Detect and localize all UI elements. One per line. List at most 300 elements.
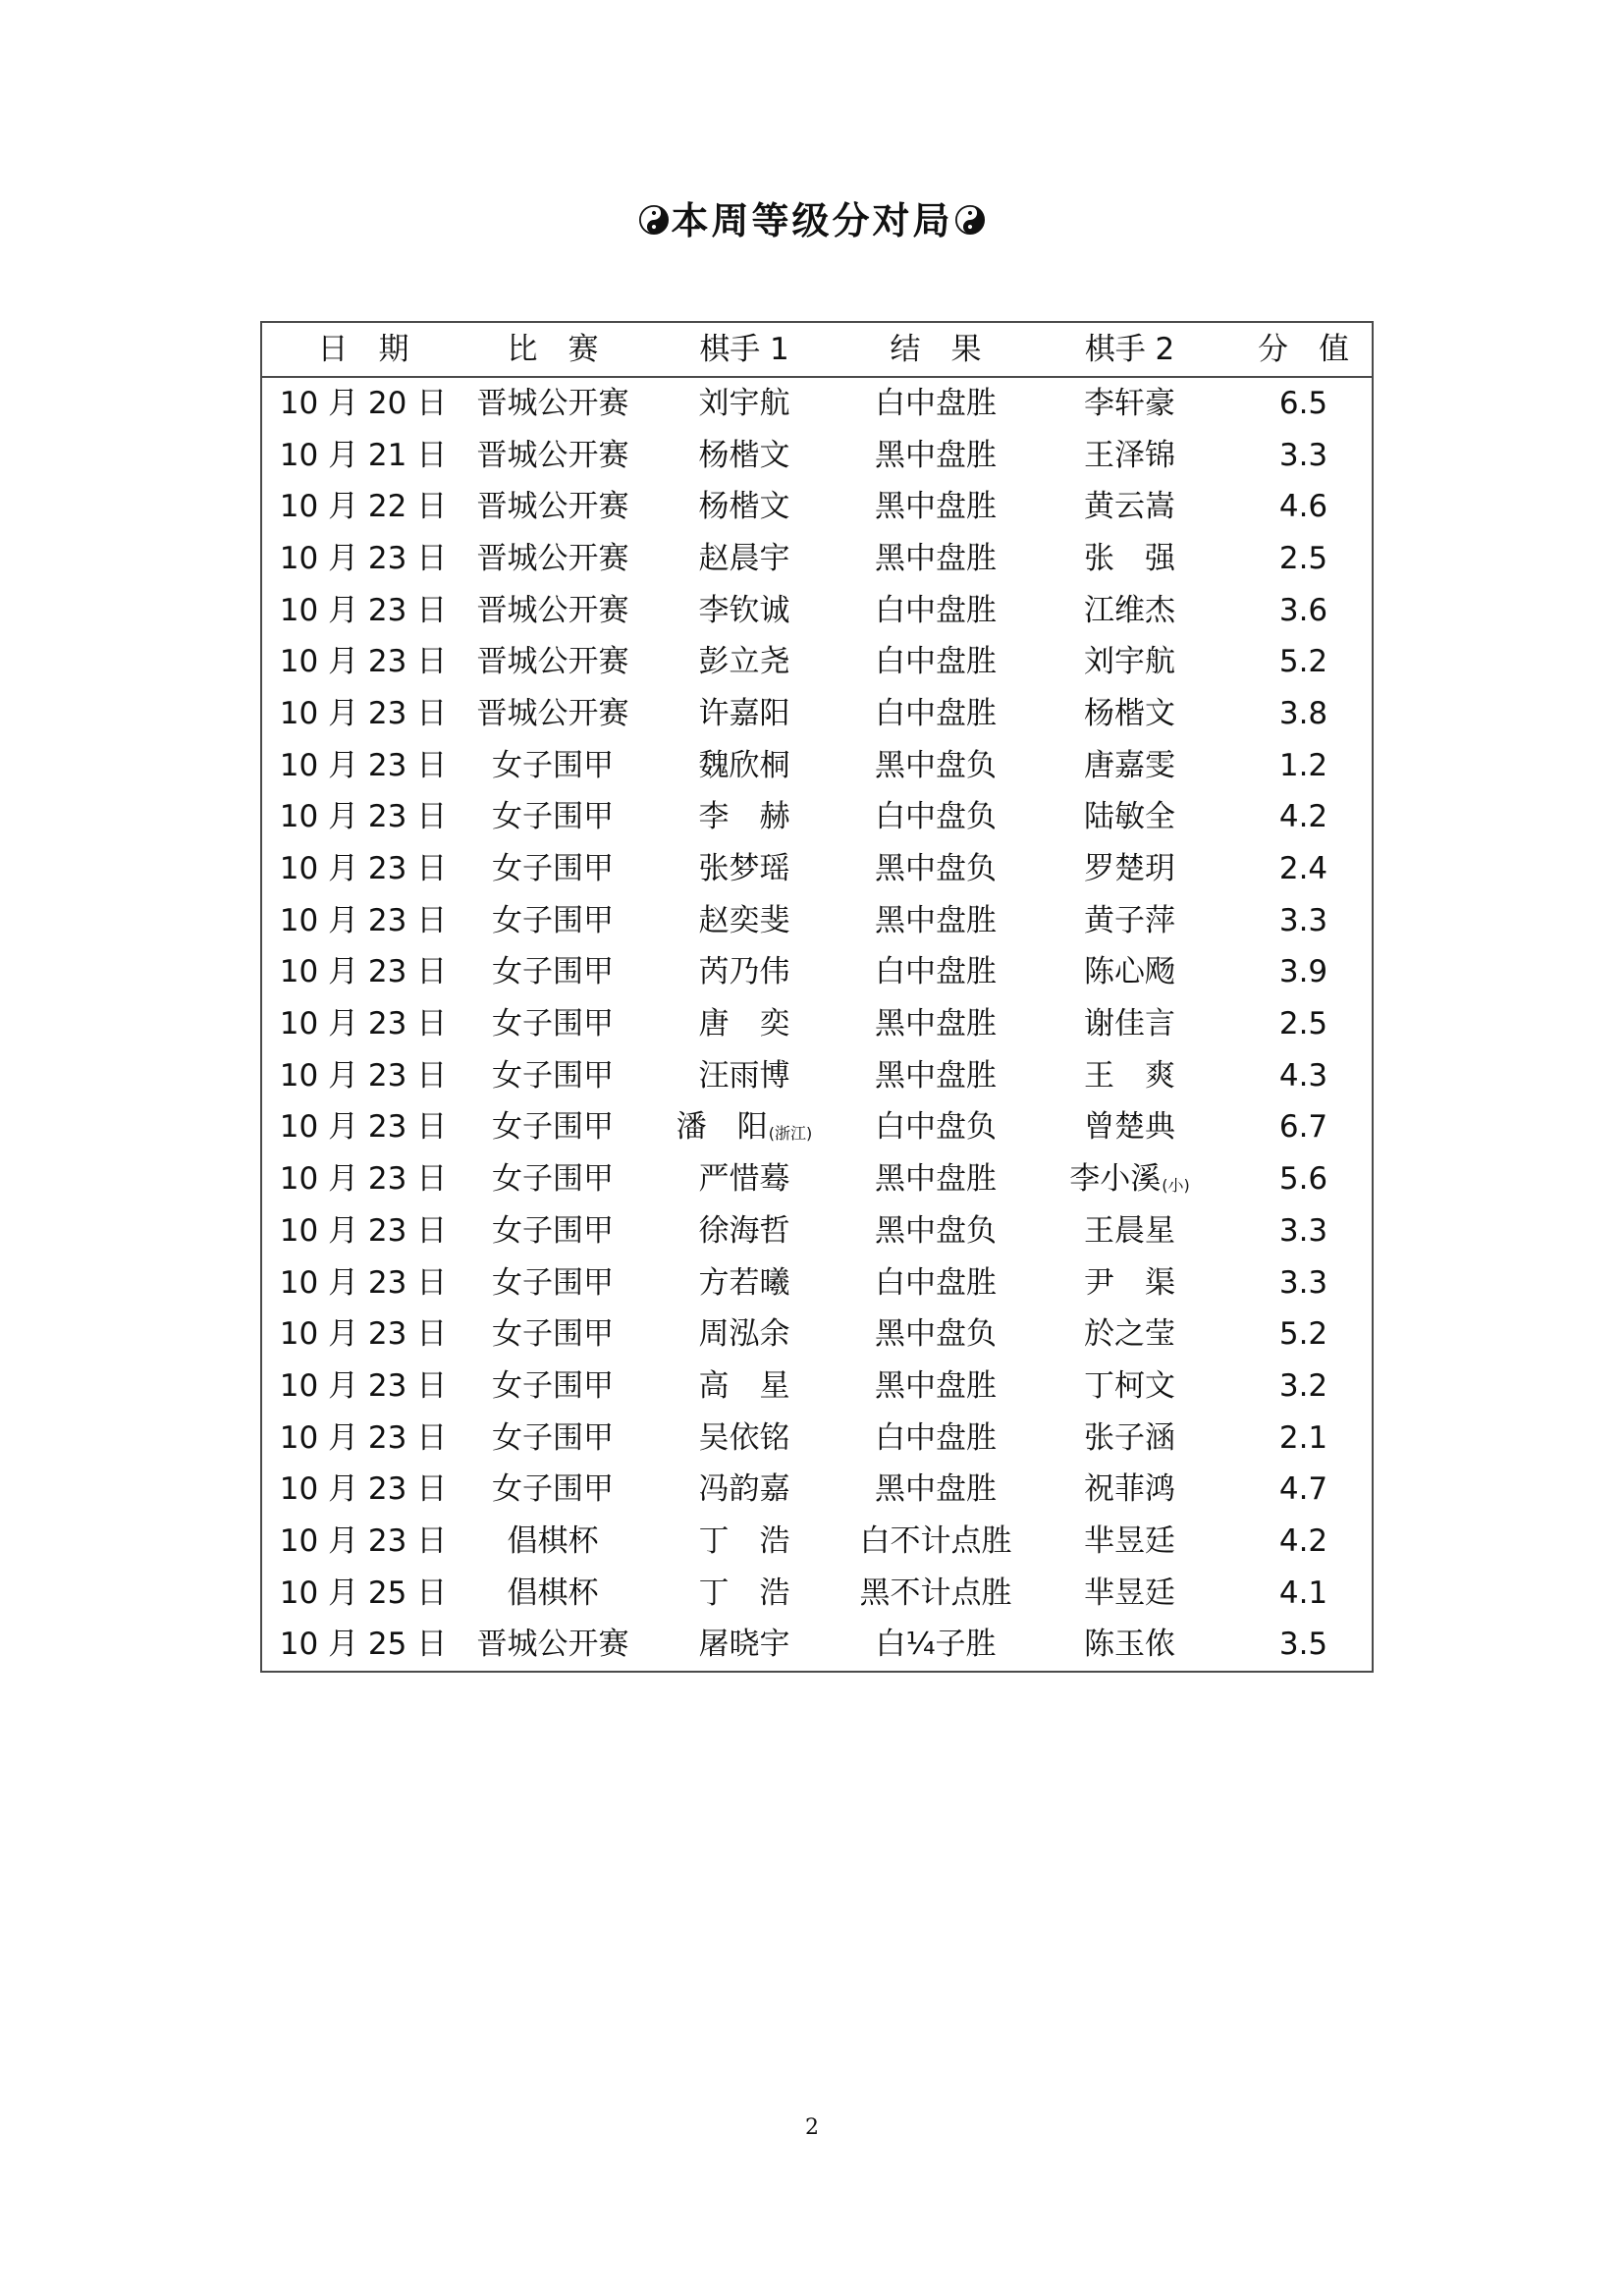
cell-player1 (641, 895, 847, 947)
yin-yang-icon (639, 192, 669, 251)
cell-player2 (1024, 998, 1235, 1050)
header-score: 分 值 (1258, 331, 1349, 367)
cell-date-text: 10 月 23 日 (279, 1212, 448, 1249)
cell-player2-text: 黄云嵩 (1084, 489, 1175, 525)
table-row (262, 1102, 1372, 1154)
cell-score (1235, 843, 1372, 895)
cell-player2 (1024, 688, 1235, 740)
cell-player2 (1024, 1102, 1235, 1154)
cell-player1 (641, 481, 847, 533)
cell-date-text: 10 月 23 日 (279, 1264, 448, 1301)
cell-result-text: 黑中盘胜 (875, 489, 997, 525)
cell-event (464, 585, 641, 637)
cell-event (464, 481, 641, 533)
cell-score (1235, 378, 1372, 430)
cell-date (262, 1464, 464, 1516)
cell-score-text: 3.3 (1278, 1212, 1328, 1249)
cell-date-text: 10 月 23 日 (279, 592, 448, 628)
cell-date-text: 10 月 23 日 (279, 1471, 448, 1508)
cell-result-text: 黑中盘胜 (875, 1161, 997, 1198)
cell-player2-text: 祝菲鸿 (1084, 1471, 1175, 1508)
cell-event (464, 895, 641, 947)
cell-result (847, 1308, 1024, 1361)
cell-result (847, 1620, 1024, 1672)
cell-player1 (641, 378, 847, 430)
cell-date (262, 378, 464, 430)
cell-date (262, 1568, 464, 1620)
cell-score-text: 4.2 (1278, 1522, 1328, 1559)
table-row (262, 533, 1372, 585)
cell-result (847, 740, 1024, 792)
cell-player1-text: 李 赫 (698, 799, 790, 835)
cell-event (464, 1257, 641, 1309)
table-row (262, 1361, 1372, 1413)
cell-date (262, 740, 464, 792)
cell-score-text: 2.1 (1278, 1419, 1328, 1456)
cell-score-text: 4.2 (1278, 799, 1328, 835)
cell-player1-text: 严惜蓦 (698, 1161, 790, 1198)
cell-player2 (1024, 1413, 1235, 1465)
table-header (262, 323, 1372, 378)
cell-score (1235, 533, 1372, 585)
cell-result-text: 黑中盘胜 (875, 902, 997, 938)
player-note: (小) (1162, 1175, 1190, 1195)
cell-date (262, 1308, 464, 1361)
cell-player2-text: 唐嘉雯 (1084, 747, 1175, 783)
cell-score (1235, 688, 1372, 740)
table-row (262, 378, 1372, 430)
cell-score (1235, 1516, 1372, 1568)
table-row (262, 1153, 1372, 1205)
cell-score-text: 2.4 (1278, 851, 1328, 887)
cell-event-text: 女子围甲 (492, 1264, 614, 1301)
cell-player1 (641, 1361, 847, 1413)
cell-player2 (1024, 895, 1235, 947)
cell-date-text: 10 月 23 日 (279, 851, 448, 887)
cell-player1-text: 吴依铭 (698, 1419, 790, 1456)
cell-score-text: 1.2 (1278, 747, 1328, 783)
cell-player2-text: 江维杰 (1084, 592, 1175, 628)
cell-event-text: 晋城公开赛 (476, 540, 629, 576)
cell-event (464, 1050, 641, 1102)
cell-result-text: 黑中盘胜 (875, 1057, 997, 1094)
cell-event-text: 晋城公开赛 (476, 385, 629, 421)
cell-result-text: 黑中盘胜 (875, 1006, 997, 1042)
cell-result (847, 1102, 1024, 1154)
cell-result (847, 1361, 1024, 1413)
cell-player1-text: 彭立尧 (698, 644, 790, 680)
header-result: 结 果 (890, 331, 982, 367)
cell-player1 (641, 1413, 847, 1465)
cell-score (1235, 1308, 1372, 1361)
cell-date-text: 10 月 23 日 (279, 902, 448, 938)
cell-event (464, 998, 641, 1050)
cell-event-text: 女子围甲 (492, 851, 614, 887)
cell-player2-text: 於之莹 (1084, 1316, 1175, 1353)
cell-event-text: 女子围甲 (492, 1419, 614, 1456)
cell-player2-text: 罗楚玥 (1084, 851, 1175, 887)
cell-event-text: 女子围甲 (492, 954, 614, 990)
cell-player2 (1024, 1050, 1235, 1102)
cell-score (1235, 1102, 1372, 1154)
cell-date-text: 10 月 23 日 (279, 540, 448, 576)
cell-result (847, 792, 1024, 844)
cell-player2-text: 陈心飏 (1084, 954, 1175, 990)
cell-result (847, 1257, 1024, 1309)
cell-result-text: 黑中盘胜 (875, 1367, 997, 1404)
cell-result-text: 黑中盘胜 (875, 437, 997, 473)
cell-player1-text: 周泓余 (698, 1316, 790, 1353)
cell-event (464, 1516, 641, 1568)
table-row (262, 688, 1372, 740)
cell-player2-text: 芈昱廷 (1084, 1522, 1175, 1559)
cell-result-text: 黑不计点胜 (859, 1575, 1012, 1611)
cell-score (1235, 792, 1372, 844)
cell-date-text: 10 月 23 日 (279, 1419, 448, 1456)
cell-event (464, 378, 641, 430)
cell-result-text: 白中盘胜 (875, 695, 997, 731)
cell-player1-text: 冯韵嘉 (698, 1471, 790, 1508)
cell-event (464, 947, 641, 999)
cell-player2-text: 杨楷文 (1084, 695, 1175, 731)
cell-score-text: 2.5 (1278, 540, 1328, 576)
cell-player2 (1024, 1464, 1235, 1516)
cell-score-text: 5.2 (1278, 644, 1328, 680)
cell-result-text: 白中盘胜 (875, 592, 997, 628)
cell-player2 (1024, 378, 1235, 430)
cell-player2 (1024, 533, 1235, 585)
cell-event-text: 女子围甲 (492, 1367, 614, 1404)
cell-player2-text: 黄子萍 (1084, 902, 1175, 938)
cell-score-text: 3.8 (1278, 695, 1328, 731)
cell-date-text: 10 月 23 日 (279, 1057, 448, 1094)
cell-event (464, 1464, 641, 1516)
cell-player1 (641, 1308, 847, 1361)
cell-result (847, 843, 1024, 895)
cell-player1-text: 许嘉阳 (698, 695, 790, 731)
cell-result (847, 533, 1024, 585)
cell-event-text: 女子围甲 (492, 1212, 614, 1249)
cell-player1 (641, 947, 847, 999)
cell-player1 (641, 1050, 847, 1102)
table-row (262, 1257, 1372, 1309)
cell-player2 (1024, 481, 1235, 533)
cell-player1-text: 高 星 (698, 1367, 790, 1404)
cell-result (847, 378, 1024, 430)
table-row (262, 1050, 1372, 1102)
cell-player1-text: 唐 奕 (698, 1006, 790, 1042)
cell-date (262, 1413, 464, 1465)
cell-result-text: 白中盘胜 (875, 954, 997, 990)
cell-date (262, 688, 464, 740)
cell-event (464, 688, 641, 740)
cell-player1-text: 潘 阳 (676, 1109, 768, 1146)
cell-player1 (641, 636, 847, 688)
cell-event-text: 倡棋杯 (507, 1522, 599, 1559)
cell-score-text: 6.5 (1278, 385, 1328, 421)
player-note: (浙江) (768, 1123, 813, 1143)
cell-date (262, 998, 464, 1050)
cell-event-text: 女子围甲 (492, 1057, 614, 1094)
cell-score-text: 4.3 (1278, 1057, 1328, 1094)
cell-player1 (641, 1620, 847, 1672)
cell-event-text: 晋城公开赛 (476, 695, 629, 731)
cell-score-text: 3.2 (1278, 1367, 1328, 1404)
cell-player2 (1024, 585, 1235, 637)
cell-score (1235, 740, 1372, 792)
cell-player1-text: 汪雨博 (698, 1057, 790, 1094)
table-row (262, 430, 1372, 482)
cell-score (1235, 585, 1372, 637)
cell-player1 (641, 740, 847, 792)
cell-event-text: 晋城公开赛 (476, 437, 629, 473)
cell-score (1235, 481, 1372, 533)
cell-player1 (641, 1257, 847, 1309)
header-player1: 棋手 1 (699, 331, 789, 367)
cell-date-text: 10 月 23 日 (279, 1109, 448, 1146)
cell-player1 (641, 1205, 847, 1257)
cell-player2-text: 张 强 (1084, 540, 1175, 576)
cell-event (464, 1568, 641, 1620)
cell-event-text: 女子围甲 (492, 1316, 614, 1353)
ratings-table (260, 321, 1374, 1673)
header-event: 比 赛 (507, 331, 599, 367)
cell-player2-text: 丁柯文 (1084, 1367, 1175, 1404)
cell-player1 (641, 1568, 847, 1620)
cell-score (1235, 895, 1372, 947)
cell-score-text: 3.3 (1278, 1264, 1328, 1301)
cell-result-text: 白中盘胜 (875, 1419, 997, 1456)
table-row (262, 1620, 1372, 1672)
cell-player1-text: 李钦诚 (698, 592, 790, 628)
table-row (262, 636, 1372, 688)
cell-player2 (1024, 1257, 1235, 1309)
cell-event (464, 843, 641, 895)
cell-player1 (641, 1516, 847, 1568)
cell-result (847, 636, 1024, 688)
cell-date (262, 430, 464, 482)
cell-result-text: 白¼子胜 (875, 1627, 997, 1663)
table-row (262, 1308, 1372, 1361)
cell-player1-text: 刘宇航 (698, 385, 790, 421)
cell-date-text: 10 月 23 日 (279, 1522, 448, 1559)
cell-score (1235, 1568, 1372, 1620)
table-row (262, 1464, 1372, 1516)
cell-score-text: 2.5 (1278, 1006, 1328, 1042)
cell-player2 (1024, 1361, 1235, 1413)
cell-player1-text: 丁 浩 (698, 1575, 790, 1611)
cell-date (262, 481, 464, 533)
page-title-text: 本周等级分对局 (671, 198, 953, 242)
cell-date (262, 533, 464, 585)
table-row (262, 740, 1372, 792)
cell-score-text: 5.2 (1278, 1316, 1328, 1353)
table-row (262, 895, 1372, 947)
cell-player2 (1024, 430, 1235, 482)
cell-event (464, 636, 641, 688)
cell-date (262, 1361, 464, 1413)
cell-player2 (1024, 843, 1235, 895)
cell-score-text: 4.1 (1278, 1575, 1328, 1611)
page-number: 2 (805, 2115, 819, 2140)
cell-score (1235, 1361, 1372, 1413)
cell-player2-text: 张子涵 (1084, 1419, 1175, 1456)
cell-score (1235, 1257, 1372, 1309)
cell-player2-text: 王晨星 (1084, 1212, 1175, 1249)
cell-event (464, 740, 641, 792)
cell-date-text: 10 月 23 日 (279, 644, 448, 680)
cell-player1-text: 方若曦 (698, 1264, 790, 1301)
cell-event-text: 女子围甲 (492, 747, 614, 783)
cell-date-text: 10 月 23 日 (279, 695, 448, 731)
cell-date (262, 1050, 464, 1102)
cell-score (1235, 1620, 1372, 1672)
cell-date-text: 10 月 23 日 (279, 1161, 448, 1198)
cell-event-text: 晋城公开赛 (476, 489, 629, 525)
cell-date-text: 10 月 25 日 (279, 1575, 448, 1611)
cell-player2-text: 陈玉侬 (1084, 1627, 1175, 1663)
cell-result (847, 1516, 1024, 1568)
table-body (262, 378, 1372, 1671)
cell-player2-text: 尹 渠 (1084, 1264, 1175, 1301)
cell-event-text: 女子围甲 (492, 799, 614, 835)
cell-result-text: 白中盘负 (875, 1109, 997, 1146)
cell-event (464, 792, 641, 844)
cell-date (262, 947, 464, 999)
cell-score-text: 3.3 (1278, 902, 1328, 938)
cell-result (847, 1568, 1024, 1620)
table-row (262, 947, 1372, 999)
cell-event (464, 1620, 641, 1672)
cell-player1-text: 徐海哲 (698, 1212, 790, 1249)
cell-date (262, 1153, 464, 1205)
cell-event-text: 倡棋杯 (507, 1575, 599, 1611)
cell-score (1235, 1413, 1372, 1465)
cell-event-text: 晋城公开赛 (476, 644, 629, 680)
cell-result-text: 黑中盘负 (875, 747, 997, 783)
cell-event (464, 1102, 641, 1154)
cell-score (1235, 636, 1372, 688)
cell-player1 (641, 998, 847, 1050)
cell-date (262, 1205, 464, 1257)
cell-player2 (1024, 1308, 1235, 1361)
cell-event-text: 女子围甲 (492, 1161, 614, 1198)
cell-event-text: 女子围甲 (492, 1471, 614, 1508)
cell-player2-text: 曾楚典 (1084, 1109, 1175, 1146)
cell-result (847, 481, 1024, 533)
cell-result (847, 1205, 1024, 1257)
cell-player1-text: 张梦瑶 (698, 851, 790, 887)
cell-event-text: 晋城公开赛 (476, 1627, 629, 1663)
table-row (262, 1413, 1372, 1465)
cell-result-text: 白中盘负 (875, 799, 997, 835)
cell-player2 (1024, 792, 1235, 844)
cell-player1 (641, 533, 847, 585)
cell-player2-text: 谢佳言 (1084, 1006, 1175, 1042)
cell-result-text: 黑中盘负 (875, 851, 997, 887)
table-row (262, 1568, 1372, 1620)
cell-player1-text: 赵奕斐 (698, 902, 790, 938)
cell-event (464, 430, 641, 482)
table-row (262, 843, 1372, 895)
cell-player2-text: 李轩豪 (1084, 385, 1175, 421)
cell-result (847, 1153, 1024, 1205)
cell-date-text: 10 月 21 日 (279, 437, 448, 473)
cell-player1 (641, 1102, 847, 1154)
page-title (0, 191, 1624, 254)
cell-date (262, 895, 464, 947)
cell-player2 (1024, 1205, 1235, 1257)
cell-result-text: 白不计点胜 (859, 1522, 1012, 1559)
cell-event (464, 1413, 641, 1465)
table-row (262, 1205, 1372, 1257)
cell-result-text: 黑中盘胜 (875, 1471, 997, 1508)
header-date: 日 期 (317, 331, 409, 367)
cell-player2-text: 王 爽 (1084, 1057, 1175, 1094)
yin-yang-icon (955, 192, 985, 251)
cell-date (262, 792, 464, 844)
cell-player1 (641, 430, 847, 482)
cell-result (847, 1050, 1024, 1102)
cell-date-text: 10 月 23 日 (279, 799, 448, 835)
cell-player1 (641, 792, 847, 844)
cell-score-text: 4.7 (1278, 1471, 1328, 1508)
cell-date-text: 10 月 25 日 (279, 1627, 448, 1663)
cell-score-text: 3.3 (1278, 437, 1328, 473)
cell-event-text: 晋城公开赛 (476, 592, 629, 628)
cell-score (1235, 947, 1372, 999)
cell-score (1235, 1205, 1372, 1257)
cell-score-text: 3.6 (1278, 592, 1328, 628)
cell-player1-text: 赵晨宇 (698, 540, 790, 576)
cell-player2 (1024, 947, 1235, 999)
cell-event (464, 533, 641, 585)
cell-result-text: 黑中盘负 (875, 1316, 997, 1353)
cell-date-text: 10 月 23 日 (279, 1367, 448, 1404)
cell-player1 (641, 585, 847, 637)
cell-player1-text: 丁 浩 (698, 1522, 790, 1559)
cell-result (847, 895, 1024, 947)
cell-result (847, 430, 1024, 482)
cell-result (847, 998, 1024, 1050)
cell-date (262, 1257, 464, 1309)
cell-player1 (641, 1464, 847, 1516)
cell-event (464, 1361, 641, 1413)
cell-score (1235, 1464, 1372, 1516)
cell-player2-text: 芈昱廷 (1084, 1575, 1175, 1611)
cell-result (847, 947, 1024, 999)
cell-result-text: 白中盘胜 (875, 644, 997, 680)
cell-player2 (1024, 740, 1235, 792)
cell-score-text: 3.9 (1278, 954, 1328, 990)
cell-date-text: 10 月 20 日 (279, 385, 448, 421)
cell-event-text: 女子围甲 (492, 1006, 614, 1042)
cell-player2-text: 王泽锦 (1084, 437, 1175, 473)
cell-result (847, 1413, 1024, 1465)
cell-date (262, 636, 464, 688)
table-row (262, 792, 1372, 844)
table-row (262, 481, 1372, 533)
cell-score (1235, 998, 1372, 1050)
table-row (262, 1516, 1372, 1568)
cell-player2-text: 陆敏全 (1084, 799, 1175, 835)
cell-score-text: 5.6 (1278, 1161, 1328, 1198)
cell-player2 (1024, 1620, 1235, 1672)
cell-player1 (641, 843, 847, 895)
cell-player2 (1024, 1516, 1235, 1568)
cell-score (1235, 1050, 1372, 1102)
cell-date-text: 10 月 23 日 (279, 1316, 448, 1353)
